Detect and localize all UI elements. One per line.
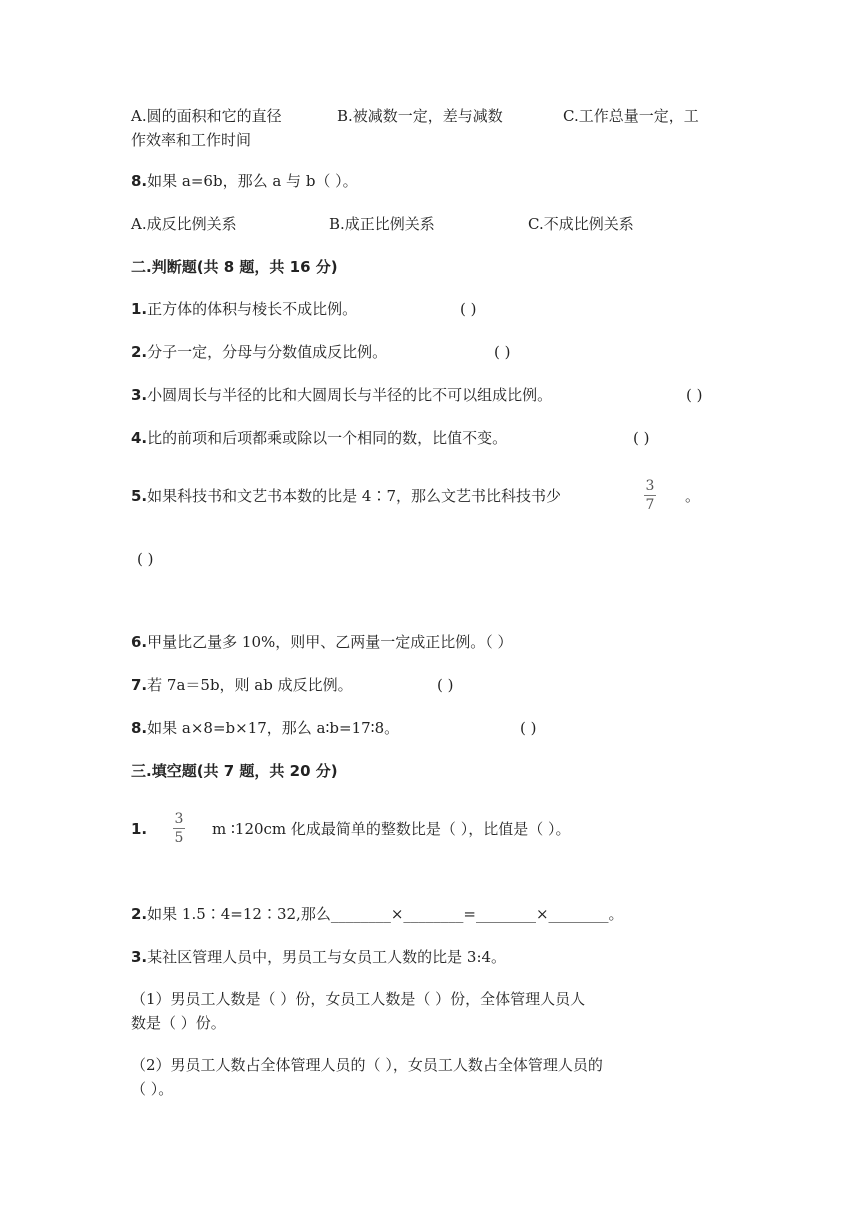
item-number: 2. bbox=[131, 343, 148, 361]
s2-item-2 bbox=[131, 341, 387, 363]
fraction-numerator: 3 bbox=[174, 811, 184, 827]
section3-title: 三.填空题(共 7 题，共 20 分) bbox=[131, 762, 338, 780]
fraction-numerator: 3 bbox=[645, 478, 655, 494]
s3-q3-sub1-cont: 数是（ ）份。 bbox=[131, 1014, 226, 1032]
s2-item-5-paren: ( ) bbox=[137, 550, 154, 568]
s2-item-8 bbox=[131, 717, 399, 739]
q8-option-b: B.成正比例关系 bbox=[329, 215, 435, 233]
s2-item-7-paren: ( ) bbox=[437, 676, 454, 694]
s3-q2 bbox=[131, 903, 624, 925]
fraction-denominator: 7 bbox=[645, 497, 655, 513]
fraction-bar bbox=[173, 828, 185, 829]
s3-q3-sub2: （2）男员工人数占全体管理人员的（ ），女员工人数占全体管理人员的 bbox=[131, 1056, 603, 1074]
item-text: 如果 a×8=b×17，那么 a∶b=17∶8。 bbox=[147, 719, 400, 737]
s2-item-6 bbox=[131, 631, 513, 653]
s2-item-1-paren: ( ) bbox=[460, 300, 477, 318]
s2-item-1 bbox=[131, 298, 357, 320]
q7-option-c-cont: 作效率和工作时间 bbox=[131, 131, 252, 149]
s2-item-5-tail: 。 bbox=[685, 487, 701, 505]
s3-q1-number: 1. bbox=[131, 820, 148, 838]
s2-item-2-paren: ( ) bbox=[494, 343, 511, 361]
fraction-bar bbox=[644, 495, 656, 496]
item-text: 正方体的体积与棱长不成比例。 bbox=[147, 300, 358, 318]
item-number: 3. bbox=[131, 948, 148, 966]
item-text: 甲量比乙量多 10%，则甲、乙两量一定成正比例。（ ） bbox=[147, 633, 513, 651]
item-number: 2. bbox=[131, 905, 148, 923]
item-number: 1. bbox=[131, 300, 148, 318]
item-text: 如果 1.5∶4=12∶32,那么________×________=________×________。 bbox=[147, 905, 624, 923]
s3-q1-fraction bbox=[173, 811, 185, 846]
q8-option-a: A.成反比例关系 bbox=[131, 215, 237, 233]
item-text: 若 7a＝5b，则 ab 成反比例。 bbox=[147, 676, 353, 694]
item-text: 小圆周长与半径的比和大圆周长与半径的比不可以组成比例。 bbox=[147, 386, 553, 404]
q8-text: 如果 a=6b，那么 a 与 b（ ）。 bbox=[147, 172, 358, 190]
item-number: 7. bbox=[131, 676, 148, 694]
item-number: 5. bbox=[131, 487, 148, 505]
section2-title: 二.判断题(共 8 题，共 16 分) bbox=[131, 258, 338, 276]
item-number: 6. bbox=[131, 633, 148, 651]
q8-option-c: C.不成比例关系 bbox=[528, 215, 634, 233]
q8-question bbox=[131, 170, 358, 192]
fraction-denominator: 5 bbox=[174, 830, 184, 846]
item-text: 如果科技书和文艺书本数的比是 4∶7，那么文艺书比科技书少 bbox=[147, 487, 561, 505]
item-text: 某社区管理人员中，男员工与女员工人数的比是 3:4。 bbox=[147, 948, 507, 966]
item-text: 比的前项和后项都乘或除以一个相同的数，比值不变。 bbox=[147, 429, 508, 447]
s3-q1-text: m ∶120cm 化成最简单的整数比是（ ），比值是（ ）。 bbox=[212, 820, 571, 838]
s2-item-4-paren: ( ) bbox=[633, 429, 650, 447]
item-text: 分子一定，分母与分数值成反比例。 bbox=[147, 343, 388, 361]
s3-q3-sub2-cont: （ ）。 bbox=[131, 1080, 174, 1098]
s2-item-5-fraction bbox=[644, 478, 656, 513]
item-number: 3. bbox=[131, 386, 148, 404]
s3-q3 bbox=[131, 946, 506, 968]
s2-item-7 bbox=[131, 674, 353, 696]
s2-item-5 bbox=[131, 485, 561, 507]
s3-q3-sub1: （1）男员工人数是（ ）份，女员工人数是（ ）份，全体管理人员人 bbox=[131, 990, 586, 1008]
item-number: 8. bbox=[131, 719, 148, 737]
q7-option-a: A.圆的面积和它的直径 bbox=[131, 107, 282, 125]
q7-option-b: B.被减数一定，差与减数 bbox=[337, 107, 503, 125]
q7-option-c: C.工作总量一定，工 bbox=[563, 107, 699, 125]
s2-item-4 bbox=[131, 427, 507, 449]
s2-item-8-paren: ( ) bbox=[520, 719, 537, 737]
s2-item-3-paren: ( ) bbox=[686, 386, 703, 404]
s2-item-3 bbox=[131, 384, 552, 406]
item-number: 4. bbox=[131, 429, 148, 447]
q8-number: 8. bbox=[131, 172, 148, 190]
